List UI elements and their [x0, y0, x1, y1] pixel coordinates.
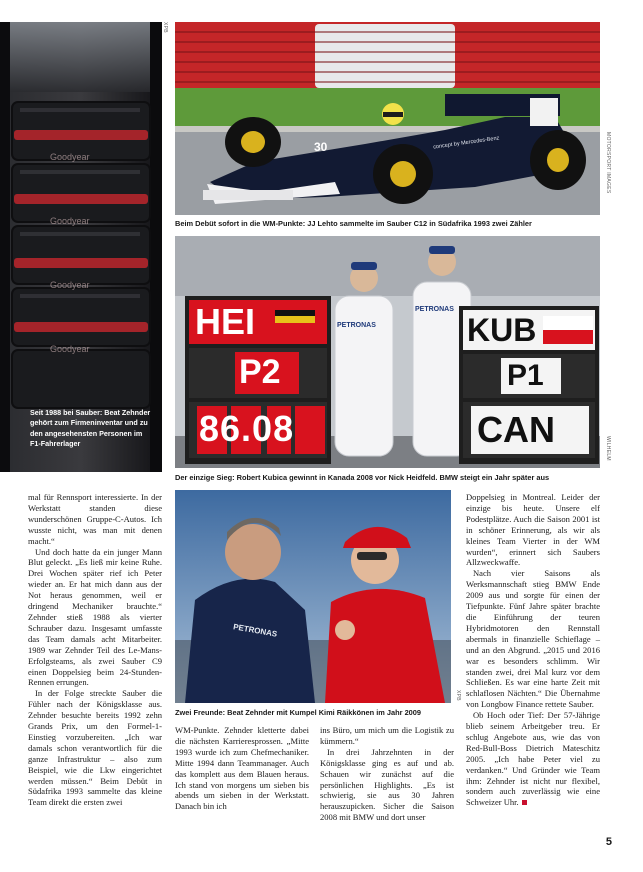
paragraph: Doppelsieg in Montreal. Leider der einzige bis heute. Unsere elf Podestplätze. Auch die Saison 2001 ist in schöner Erinnerung, als wir als kleines Team Vierter in der WM wurden“, erinnert sich Saubers Allzweckwaffe.: [466, 492, 600, 568]
pitboard-left-name: HEI: [195, 301, 256, 342]
suit-sponsor: PETRONAS: [415, 306, 454, 313]
podium-credit: WILHELM: [605, 436, 611, 461]
paragraph: In der Folge streckte Sauber die Fühler nach der Königsklasse aus. Zehnder besuchte bereits 1992 zehn Grands Prix, um den Formel-1-Einstieg vorzubereiten. „Ich war damals schon verantwortlich für die ganze Infrastruktur – also zum Beispiel, wie die Lkw eingerichtet werden müssen.“ Beim Debüt in Südafrika 1993 sammelte das kleine Team direkt die ersten zwei: [28, 688, 162, 808]
pitboard-right-track: CAN: [477, 409, 555, 450]
paragraph: In drei Jahrzehnten in der Königsklasse ging es auf und ab. Schauen wir zunächst auf die persönlichen Highlights. „Es ist schwierig, sie aus 30 Jahren herauszupicken. Sicher die Saison 2008 mit BMW und dort unser: [320, 746, 454, 823]
paragraph-final: [466, 710, 600, 808]
pitboard-left-position: P2: [239, 353, 281, 391]
paragraph: Und doch hatte da ein junger Mann Blut geleckt. „Es ließ mir keine Ruhe. Drei Wochen später rief ich Peter wieder an. Er hat mich dann aus der Not heraus genommen, weil er dringend Mechaniker brauchte.“ Zehnder stieß 1988 als vierter Schrauber dazu. Insgesamt umfasste das Team damals acht Mitarbeiter. 1989 war Zehnder Teil des Le-Mans-Erfolgsteams, als zwei Sauber C9 einen Doppelsieg beim 24-Stunden-Rennen errungen.: [28, 546, 162, 688]
pitboard-left-time: 86.08: [199, 408, 295, 449]
car-number: 30: [314, 140, 328, 154]
article-column-1: [28, 492, 162, 808]
friends-credit: XPB: [455, 690, 461, 701]
friends-illustration: [175, 490, 451, 703]
tyres-caption: Seit 1988 bei Sauber: Beat Zehnder gehört zum Firmeninventar und zu den angesehensten Personen im F1-Fahrerlager: [30, 408, 151, 449]
pitboard-right-position: P1: [507, 359, 544, 392]
photo-tyres: [0, 22, 162, 472]
article-column-3: [320, 725, 454, 823]
tyres-illustration: [0, 22, 162, 472]
tyre-label: Goodyear: [50, 280, 90, 290]
car-caption: Beim Debüt sofort in die WM-Punkte: JJ Lehto sammelte im Sauber C12 in Südafrika 1993 zwei Zähler: [175, 219, 532, 228]
car-credit: MOTORSPORT IMAGES: [605, 132, 611, 194]
end-of-article-mark: [522, 800, 527, 805]
tyre-label: Goodyear: [50, 152, 90, 162]
photo-car: [175, 22, 600, 215]
paragraph-final-text: Ob Hoch oder Tief: Der 57-Jährige blieb seinem Arbeitgeber treu. Er schlug Angebote aus, wie das von Red-Bull-Boss Dietrich Mateschitz 2005. „Ich habe Peter viel zu verdanken.“ Und Gründer wie Team ihm: Zehnder ist nicht nur flexibel, sondern auch zuverlässig wie eine Schweizer Uhr.: [466, 710, 600, 808]
paragraph: WM-Punkte. Zehnder kletterte dabei die nächsten Karrieresprossen. „Mitte 1993 wurde ich zum Chefmechaniker. Mitte 1994 dann Teammanager. Auch das komplett aus dem Blauen heraus. Ich stand von morgens um sieben bis abends um sieben in der Werkstatt. Danach bin ich: [175, 725, 309, 812]
paragraph: Nach vier Saisons als Werksmannschaft stieg BMW Ende 2009 aus und sorgte für einen der Tiefpunkte. Fünf Jahre später brachte die Einführung der teuren Hybridmotoren den Rennstall abermals in finanzielle Schieflage – und an den Abgrund. „2015 und 2016 war es besonders schlimm. Wir standen zwei, drei Mal kurz vor dem Schließen. Es war eine harte Zeit mit schlaflosen Nächten.“ Die Übernahme von Longbow Finance rettete Sauber.: [466, 568, 600, 710]
photo-friends: [175, 490, 451, 703]
tyre-label: Goodyear: [50, 216, 90, 226]
paragraph: ins Büro, um mich um die Logistik zu kümmern.“: [320, 725, 454, 746]
suit-sponsor: PETRONAS: [337, 322, 376, 329]
car-illustration: [175, 22, 600, 215]
friends-caption: Zwei Freunde: Beat Zehnder mit Kumpel Kimi Räikkönen im Jahr 2009: [175, 708, 422, 717]
shirt-sponsor: PETRONAS: [232, 622, 278, 639]
article-column-2: [175, 725, 309, 812]
car-sponsor: concept by Mercedes-Benz: [432, 135, 500, 151]
podium-caption: Der einzige Sieg: Robert Kubica gewinnt in Kanada 2008 vor Nick Heidfeld. BMW steigt ein Jahr später aus: [175, 473, 550, 482]
article-column-4: [466, 492, 600, 808]
pitboard-right-name: KUB: [467, 312, 537, 348]
tyre-label: Goodyear: [50, 344, 90, 354]
photo-podium: [175, 236, 600, 468]
tyres-credit: XPB: [162, 22, 168, 33]
page-number: 5: [605, 836, 612, 848]
paragraph: mal für Rennsport interessierte. In der Werkstatt standen diese wunderschönen Gruppe-C-Autos. Ich wusste nicht, was man mit denen macht.“: [28, 492, 162, 546]
